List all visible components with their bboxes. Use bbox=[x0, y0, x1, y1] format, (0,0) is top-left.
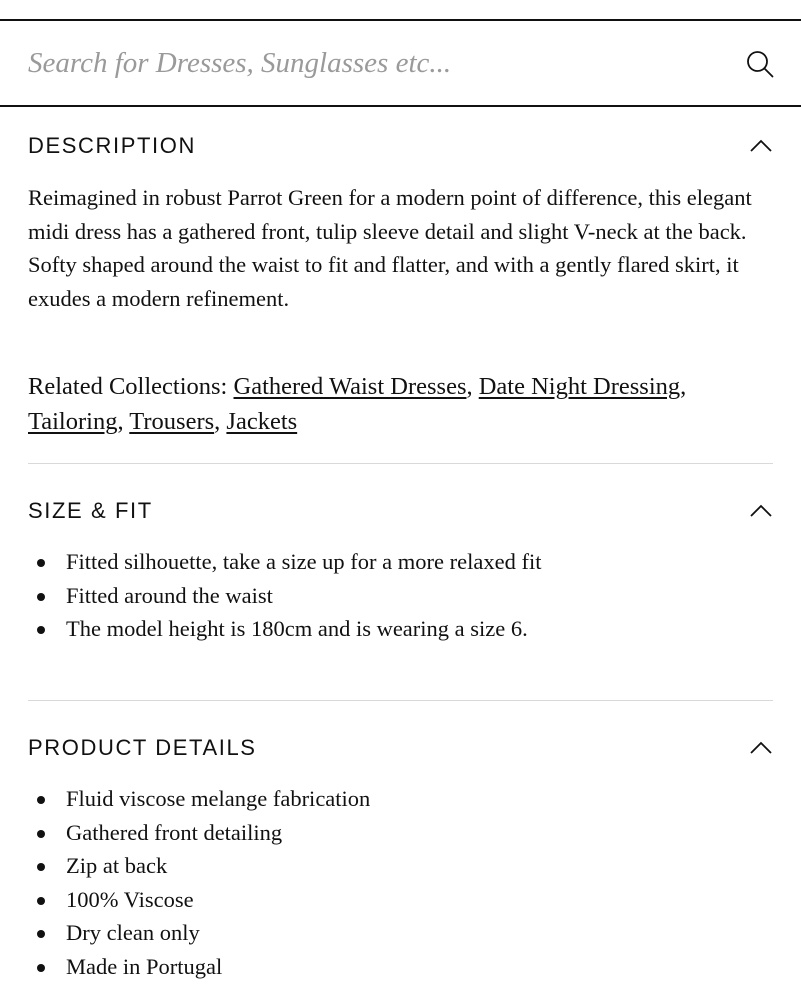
search-input[interactable] bbox=[28, 43, 718, 83]
related-link-trousers[interactable]: Trousers bbox=[129, 408, 215, 435]
product-details-title: PRODUCT DETAILS bbox=[28, 735, 257, 760]
size-fit-title: SIZE & FIT bbox=[28, 498, 153, 523]
chevron-up-icon[interactable] bbox=[749, 136, 773, 156]
chevron-up-icon[interactable] bbox=[749, 501, 773, 521]
related-link-gathered-waist-dresses[interactable]: Gathered Waist Dresses bbox=[233, 373, 467, 400]
related-separator: , bbox=[117, 408, 124, 435]
description-section bbox=[28, 126, 773, 439]
section-divider bbox=[28, 463, 773, 464]
list-item: Dry clean only bbox=[28, 916, 773, 950]
list-item: The model height is 180cm and is wearing a size 6. bbox=[28, 612, 773, 646]
product-details-list bbox=[28, 782, 773, 983]
list-item: Fitted silhouette, take a size up for a more relaxed fit bbox=[28, 545, 773, 579]
size-fit-header[interactable] bbox=[28, 491, 773, 531]
list-item: Fluid viscose melange fabrication bbox=[28, 782, 773, 816]
size-fit-list bbox=[28, 545, 773, 646]
related-collections-label: Related Collections: bbox=[28, 373, 228, 400]
list-item: Fitted around the waist bbox=[28, 579, 773, 613]
list-item: Zip at back bbox=[28, 849, 773, 883]
list-item: Made in Portugal bbox=[28, 950, 773, 984]
description-header[interactable] bbox=[28, 126, 773, 166]
related-link-jackets[interactable]: Jackets bbox=[226, 408, 298, 435]
related-collections bbox=[28, 369, 773, 439]
description-title: DESCRIPTION bbox=[28, 133, 196, 158]
description-text: Reimagined in robust Parrot Green for a modern point of difference, this elegant midi dress has a gathered front, tulip sleeve detail and slight V-neck at the back. Softy shaped around the waist to fit and flatter, and with a gently flared skirt, it exudes a modern refinement. bbox=[28, 185, 752, 311]
section-divider bbox=[28, 700, 773, 701]
product-details-section bbox=[28, 728, 773, 983]
list-item: Gathered front detailing bbox=[28, 816, 773, 850]
related-link-date-night-dressing[interactable]: Date Night Dressing bbox=[478, 373, 681, 400]
size-fit-section bbox=[28, 491, 773, 646]
list-item: 100% Viscose bbox=[28, 883, 773, 917]
search-icon[interactable] bbox=[746, 50, 774, 78]
search-bar bbox=[0, 19, 801, 107]
chevron-up-icon[interactable] bbox=[749, 738, 773, 758]
related-separator: , bbox=[466, 373, 473, 400]
related-separator: , bbox=[214, 408, 221, 435]
product-details-header[interactable] bbox=[28, 728, 773, 768]
related-separator: , bbox=[680, 373, 687, 400]
related-link-tailoring[interactable]: Tailoring bbox=[28, 408, 118, 435]
